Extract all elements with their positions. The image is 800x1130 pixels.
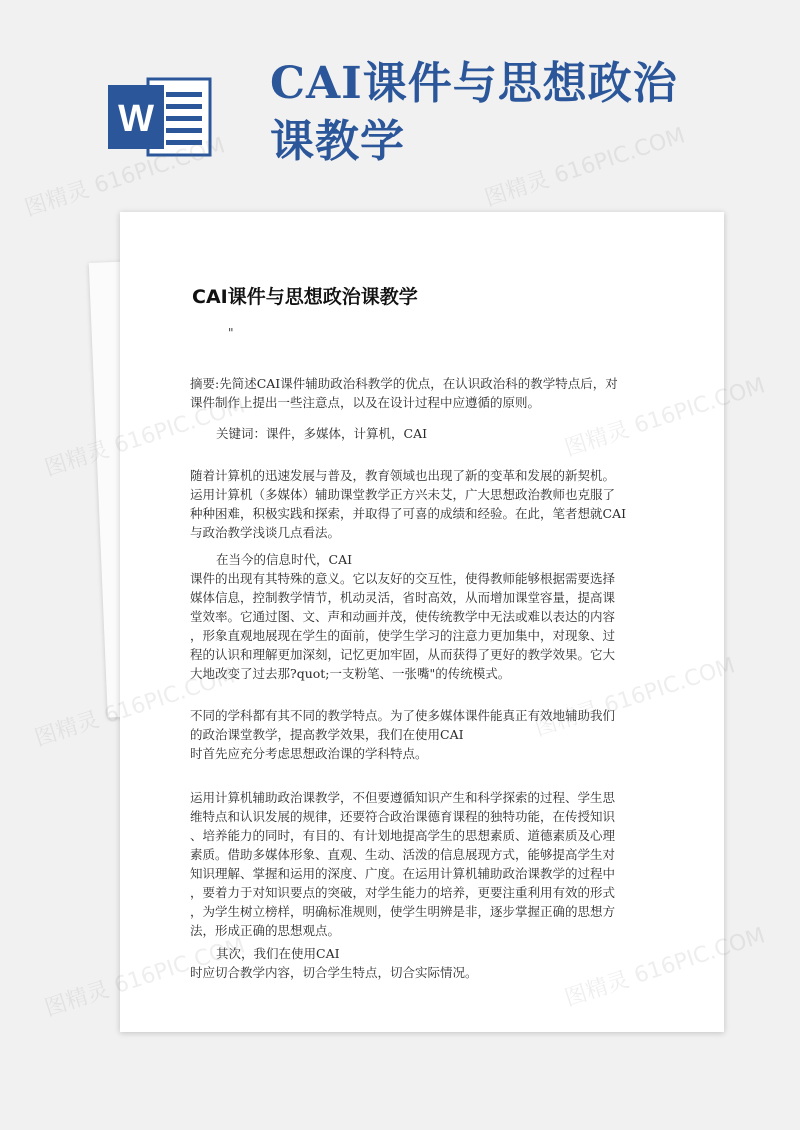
text-line: 媒体信息，控制教学情节，机动灵活，省时高效，从而增加课堂容量，提高课 bbox=[190, 590, 616, 605]
keywords-paragraph bbox=[190, 424, 664, 443]
svg-text:W: W bbox=[118, 98, 154, 140]
header-title-line-2: 课教学 bbox=[270, 116, 405, 167]
page-header bbox=[0, 0, 800, 215]
header-title bbox=[270, 55, 770, 171]
text-line: ，形象直观地展现在学生的面前，使学生学习的注意力更加集中，对现象、过 bbox=[190, 628, 616, 643]
text-line: 维特点和认识发展的规律，还要符合政治课德育课程的独特功能，在传授知识 bbox=[190, 809, 616, 824]
text-line: 法，形成正确的思想观点。 bbox=[190, 923, 341, 938]
watermark: 图精灵 bbox=[31, 707, 103, 752]
text-line: 时应切合教学内容，切合学生特点，切合实际情况。 bbox=[190, 965, 478, 980]
text-line: 运用计算机辅助政治课教学，不但要遵循知识产生和科学探索的过程、学生思 bbox=[190, 790, 616, 805]
cai-significance-paragraph bbox=[190, 550, 638, 683]
text-line: 随着计算机的迅速发展与普及，教育领域也出现了新的变革和发展的新契机。 bbox=[190, 468, 616, 483]
quote-mark: " bbox=[228, 326, 234, 340]
text-line: 不同的学科都有其不同的教学特点。为了使多媒体课件能真正有效地辅助我们 bbox=[190, 708, 616, 723]
text-line: 课件制作上提出一些注意点，以及在设计过程中应遵循的原则。 bbox=[190, 395, 541, 410]
text-line: 种种困难，积极实践和探索，并取得了可喜的成绩和经验。在此，笔者想就CAI bbox=[190, 506, 627, 521]
document-title: CAI课件与思想政治课教学 bbox=[192, 286, 418, 308]
watermark: 图精灵 bbox=[41, 977, 113, 1022]
text-line: 课件的出现有其特殊的意义。它以友好的交互性，使得教师能够根据需要选择 bbox=[190, 571, 616, 586]
text-line: 、培养能力的同时，有目的、有计划地提高学生的思想素质、道德素质及心理 bbox=[190, 828, 616, 843]
secondly-paragraph bbox=[190, 944, 638, 982]
text-line: 素质。借助多媒体形象、直观、生动、活泼的信息展现方式，能够提高学生对 bbox=[190, 847, 616, 862]
abstract-paragraph bbox=[190, 374, 638, 412]
text-line: 摘要:先简述CAI课件辅助政治科教学的优点，在认识政治科的教学特点后，对 bbox=[190, 376, 618, 391]
watermark: 图精灵 616PIC.COM bbox=[481, 123, 689, 212]
text-line: ，要着力于对知识要点的突破，对学生能力的培养，更要注重利用有效的形式 bbox=[190, 885, 616, 900]
text-line: 与政治教学浅谈几点看法。 bbox=[190, 525, 341, 540]
subject-characteristics-paragraph bbox=[190, 706, 638, 763]
text-line: 时首先应充分考虑思想政治课的学科特点。 bbox=[190, 746, 428, 761]
text-line: 大地改变了过去那?quot;一支粉笔、一张嘴"的传统模式。 bbox=[190, 666, 511, 681]
text-line: 的政治课堂教学，提高教学效果，我们在使用CAI bbox=[190, 727, 464, 742]
text-line: ，为学生树立榜样，明确标准规则，使学生明辨是非，逐步掌握正确的思想方 bbox=[190, 904, 616, 919]
text-line: 程的认识和理解更加深刻，记忆更加牢固，从而获得了更好的教学效果。它大 bbox=[190, 647, 616, 662]
watermark: 图精灵 616PIC.COM bbox=[21, 133, 229, 222]
intro-paragraph bbox=[190, 466, 638, 542]
text-line: 其次，我们在使用CAI bbox=[216, 946, 340, 961]
text-line: 堂效率。它通过图、文、声和动画并茂，使传统教学中无法或难以表达的内容 bbox=[190, 609, 616, 624]
text-line: 在当今的信息时代，CAI bbox=[216, 552, 353, 567]
text-line: 知识理解、掌握和运用的深度、广度。在运用计算机辅助政治课教学的过程中 bbox=[190, 866, 616, 881]
text-line: 运用计算机（多媒体）辅助课堂教学正方兴未艾，广大思想政治教师也克服了 bbox=[190, 487, 616, 502]
watermark: 图精灵 bbox=[41, 437, 113, 482]
header-title-line-1: CAI课件与思想政治 bbox=[270, 58, 678, 109]
teaching-process-paragraph bbox=[190, 788, 638, 940]
text-line: 关键词：课件，多媒体，计算机，CAI bbox=[216, 426, 428, 441]
word-document-icon bbox=[108, 75, 216, 159]
